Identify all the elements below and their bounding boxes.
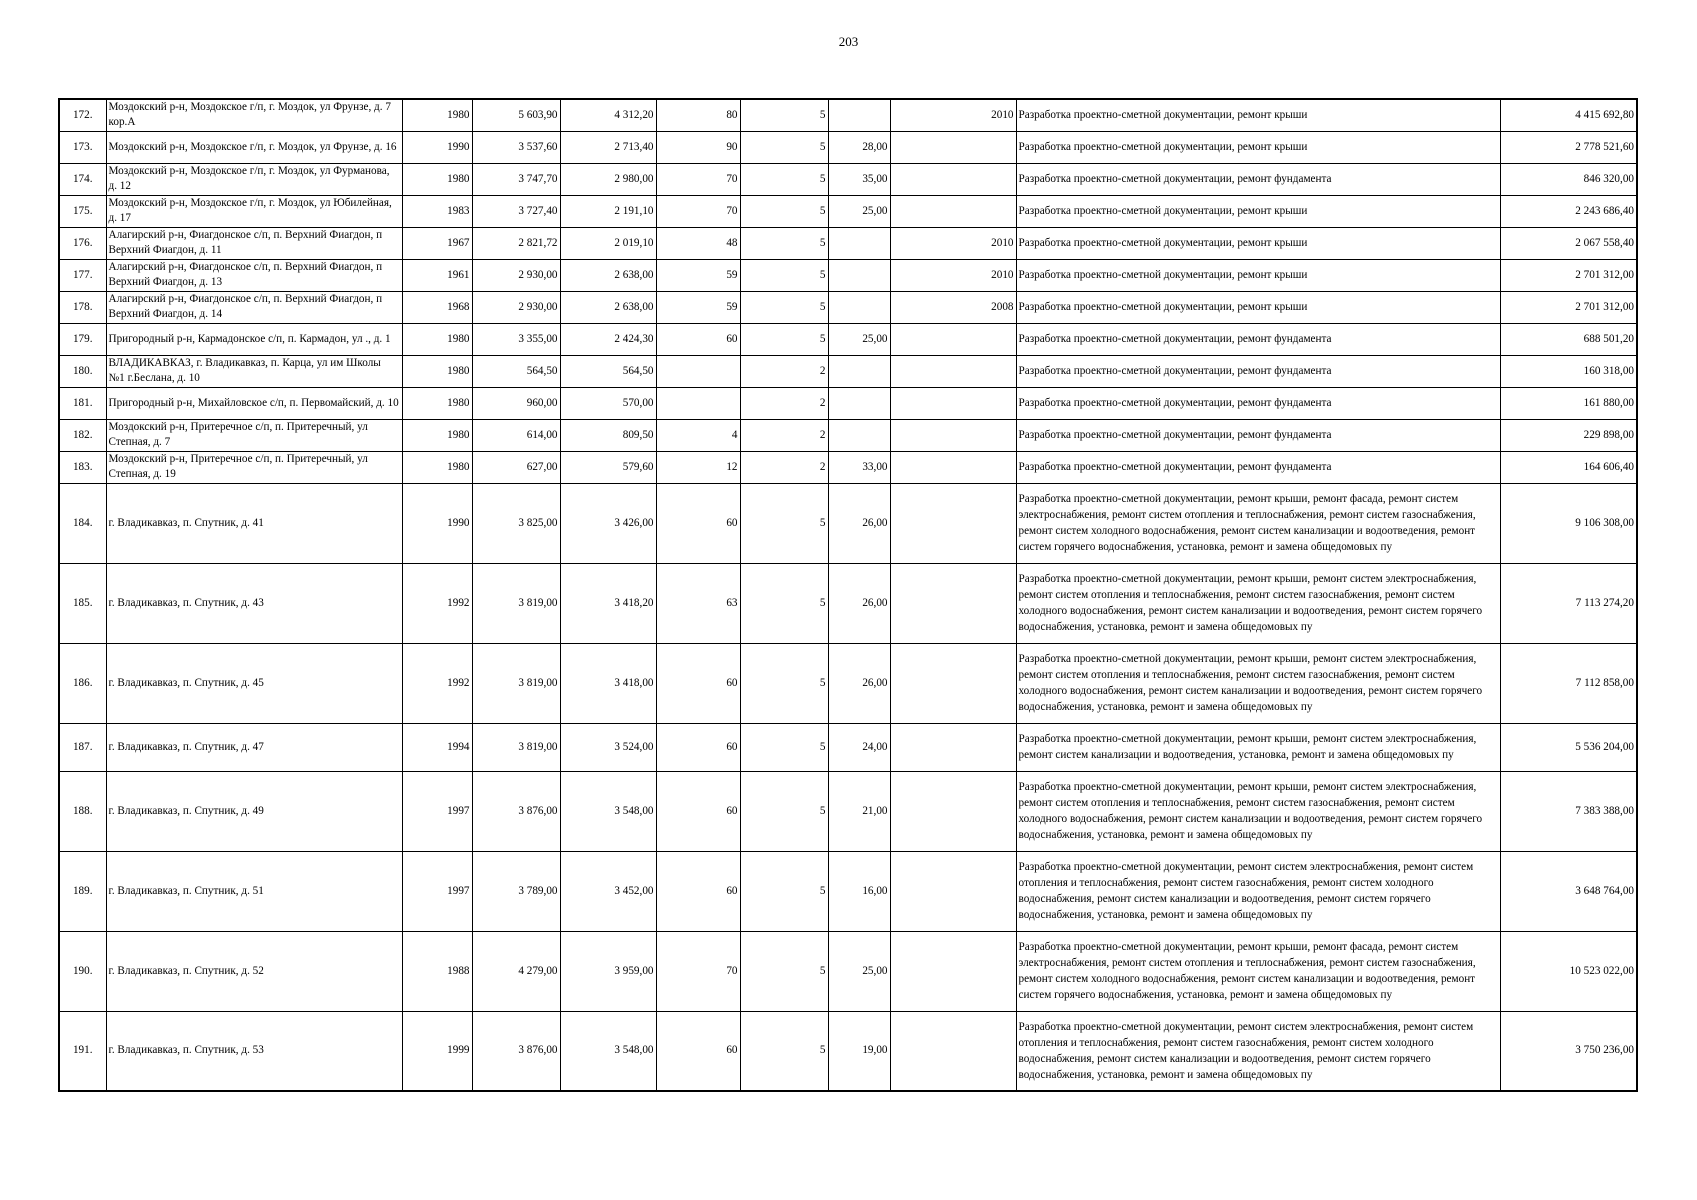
living-area-cell: 2 019,10 — [560, 227, 656, 259]
floors-cell: 2 — [740, 419, 828, 451]
living-area-cell: 3 524,00 — [560, 723, 656, 771]
cost-cell: 7 113 274,20 — [1500, 563, 1637, 643]
last-repair-cell — [890, 419, 1016, 451]
works-cell: Разработка проектно-сметной документации, ремонт фундамента — [1016, 451, 1500, 483]
total-area-cell: 3 819,00 — [472, 723, 560, 771]
total-area-cell: 4 279,00 — [472, 931, 560, 1011]
living-area-cell: 579,60 — [560, 451, 656, 483]
table-row — [59, 227, 1637, 259]
cost-cell: 7 383 388,00 — [1500, 771, 1637, 851]
row-number-cell: 175. — [59, 195, 106, 227]
residents-cell: 48 — [656, 227, 740, 259]
wear-cell — [828, 291, 890, 323]
wear-cell — [828, 99, 890, 131]
floors-cell: 5 — [740, 131, 828, 163]
cost-cell: 10 523 022,00 — [1500, 931, 1637, 1011]
address-cell: г. Владикавказ, п. Спутник, д. 53 — [106, 1011, 402, 1091]
table-row — [59, 1011, 1637, 1091]
living-area-cell: 564,50 — [560, 355, 656, 387]
cost-cell: 160 318,00 — [1500, 355, 1637, 387]
living-area-cell: 809,50 — [560, 419, 656, 451]
total-area-cell: 614,00 — [472, 419, 560, 451]
works-cell: Разработка проектно-сметной документации, ремонт фундамента — [1016, 163, 1500, 195]
works-cell: Разработка проектно-сметной документации, ремонт крыши — [1016, 227, 1500, 259]
floors-cell: 5 — [740, 323, 828, 355]
address-cell: Алагирский р-н, Фиагдонское с/п, п. Верхний Фиагдон, п Верхний Фиагдон, д. 11 — [106, 227, 402, 259]
address-cell: г. Владикавказ, п. Спутник, д. 47 — [106, 723, 402, 771]
works-cell: Разработка проектно-сметной документации, ремонт крыши, ремонт систем электроснабжения, ремонт систем отопления и теплоснабжения, ремонт систем газоснабжения, ремонт систем холодного водоснабжения, ремонт систем канализации и водоотведения, ремонт систем горячего водоснабжения, установка, ремонт и замена общедомовых пу — [1016, 643, 1500, 723]
living-area-cell: 4 312,20 — [560, 99, 656, 131]
wear-cell: 26,00 — [828, 563, 890, 643]
cost-cell: 7 112 858,00 — [1500, 643, 1637, 723]
cost-cell: 9 106 308,00 — [1500, 483, 1637, 563]
living-area-cell: 2 980,00 — [560, 163, 656, 195]
residents-cell: 80 — [656, 99, 740, 131]
address-cell: Моздокский р-н, Моздокское г/п, г. Моздок, ул Фурманова, д. 12 — [106, 163, 402, 195]
total-area-cell: 3 727,40 — [472, 195, 560, 227]
last-repair-cell — [890, 195, 1016, 227]
year-cell: 1980 — [402, 451, 472, 483]
table-row — [59, 131, 1637, 163]
living-area-cell: 3 426,00 — [560, 483, 656, 563]
wear-cell: 28,00 — [828, 131, 890, 163]
table-row — [59, 931, 1637, 1011]
total-area-cell: 3 876,00 — [472, 1011, 560, 1091]
works-cell: Разработка проектно-сметной документации, ремонт фундамента — [1016, 355, 1500, 387]
living-area-cell: 2 638,00 — [560, 291, 656, 323]
residents-cell: 60 — [656, 643, 740, 723]
row-number-cell: 176. — [59, 227, 106, 259]
cost-cell: 4 415 692,80 — [1500, 99, 1637, 131]
last-repair-cell — [890, 163, 1016, 195]
total-area-cell: 3 537,60 — [472, 131, 560, 163]
floors-cell: 5 — [740, 643, 828, 723]
wear-cell: 19,00 — [828, 1011, 890, 1091]
table-row — [59, 563, 1637, 643]
row-number-cell: 173. — [59, 131, 106, 163]
year-cell: 1980 — [402, 387, 472, 419]
year-cell: 1980 — [402, 99, 472, 131]
repair-registry-table — [58, 98, 1638, 1092]
cost-cell: 5 536 204,00 — [1500, 723, 1637, 771]
address-cell: Моздокский р-н, Моздокское г/п, г. Моздок, ул Фрунзе, д. 7 кор.А — [106, 99, 402, 131]
address-cell: Пригородный р-н, Михайловское с/п, п. Первомайский, д. 10 — [106, 387, 402, 419]
wear-cell — [828, 419, 890, 451]
last-repair-cell — [890, 387, 1016, 419]
row-number-cell: 174. — [59, 163, 106, 195]
cost-cell: 2 067 558,40 — [1500, 227, 1637, 259]
wear-cell: 25,00 — [828, 931, 890, 1011]
page-number: 203 — [838, 34, 859, 49]
cost-cell: 2 243 686,40 — [1500, 195, 1637, 227]
living-area-cell: 3 418,20 — [560, 563, 656, 643]
cost-cell: 161 880,00 — [1500, 387, 1637, 419]
address-cell: г. Владикавказ, п. Спутник, д. 45 — [106, 643, 402, 723]
last-repair-cell — [890, 1011, 1016, 1091]
row-number-cell: 184. — [59, 483, 106, 563]
table-row — [59, 291, 1637, 323]
total-area-cell: 3 876,00 — [472, 771, 560, 851]
floors-cell: 5 — [740, 723, 828, 771]
residents-cell: 60 — [656, 1011, 740, 1091]
residents-cell: 59 — [656, 259, 740, 291]
year-cell: 1983 — [402, 195, 472, 227]
table-row — [59, 643, 1637, 723]
floors-cell: 2 — [740, 387, 828, 419]
wear-cell: 16,00 — [828, 851, 890, 931]
row-number-cell: 191. — [59, 1011, 106, 1091]
year-cell: 1980 — [402, 163, 472, 195]
table-row — [59, 451, 1637, 483]
year-cell: 1967 — [402, 227, 472, 259]
works-cell: Разработка проектно-сметной документации, ремонт крыши, ремонт фасада, ремонт систем электроснабжения, ремонт систем отопления и теплоснабжения, ремонт систем газоснабжения, ремонт систем холодного водоснабжения, ремонт систем канализации и водоотведения, ремонт систем горячего водоснабжения, установка, ремонт и замена общедомовых пу — [1016, 483, 1500, 563]
row-number-cell: 187. — [59, 723, 106, 771]
table-row — [59, 259, 1637, 291]
floors-cell: 5 — [740, 931, 828, 1011]
last-repair-cell — [890, 931, 1016, 1011]
year-cell: 1999 — [402, 1011, 472, 1091]
floors-cell: 5 — [740, 259, 828, 291]
living-area-cell: 3 418,00 — [560, 643, 656, 723]
address-cell: Алагирский р-н, Фиагдонское с/п, п. Верхний Фиагдон, п Верхний Фиагдон, д. 13 — [106, 259, 402, 291]
wear-cell — [828, 259, 890, 291]
wear-cell: 26,00 — [828, 483, 890, 563]
floors-cell: 2 — [740, 451, 828, 483]
table-row — [59, 99, 1637, 131]
living-area-cell: 2 638,00 — [560, 259, 656, 291]
year-cell: 1990 — [402, 131, 472, 163]
address-cell: Моздокский р-н, Притеречное с/п, п. Притеречный, ул Степная, д. 7 — [106, 419, 402, 451]
wear-cell: 33,00 — [828, 451, 890, 483]
residents-cell — [656, 355, 740, 387]
address-cell: ВЛАДИКАВКАЗ, г. Владикавказ, п. Карца, ул им Школы №1 г.Беслана, д. 10 — [106, 355, 402, 387]
table-body — [59, 99, 1637, 1091]
cost-cell: 229 898,00 — [1500, 419, 1637, 451]
floors-cell: 5 — [740, 1011, 828, 1091]
works-cell: Разработка проектно-сметной документации, ремонт систем электроснабжения, ремонт систем отопления и теплоснабжения, ремонт систем газоснабжения, ремонт систем холодного водоснабжения, ремонт систем канализации и водоотведения, ремонт систем горячего водоснабжения, установка, ремонт и замена общедомовых пу — [1016, 851, 1500, 931]
table-row — [59, 723, 1637, 771]
wear-cell — [828, 227, 890, 259]
row-number-cell: 177. — [59, 259, 106, 291]
living-area-cell: 2 191,10 — [560, 195, 656, 227]
last-repair-cell — [890, 851, 1016, 931]
floors-cell: 5 — [740, 771, 828, 851]
works-cell: Разработка проектно-сметной документации, ремонт систем электроснабжения, ремонт систем отопления и теплоснабжения, ремонт систем газоснабжения, ремонт систем холодного водоснабжения, ремонт систем канализации и водоотведения, ремонт систем горячего водоснабжения, установка, ремонт и замена общедомовых пу — [1016, 1011, 1500, 1091]
total-area-cell: 564,50 — [472, 355, 560, 387]
works-cell: Разработка проектно-сметной документации, ремонт крыши — [1016, 99, 1500, 131]
row-number-cell: 189. — [59, 851, 106, 931]
total-area-cell: 3 819,00 — [472, 643, 560, 723]
floors-cell: 5 — [740, 851, 828, 931]
residents-cell — [656, 387, 740, 419]
address-cell: Алагирский р-н, Фиагдонское с/п, п. Верхний Фиагдон, п Верхний Фиагдон, д. 14 — [106, 291, 402, 323]
wear-cell: 24,00 — [828, 723, 890, 771]
works-cell: Разработка проектно-сметной документации, ремонт крыши, ремонт фасада, ремонт систем электроснабжения, ремонт систем отопления и теплоснабжения, ремонт систем газоснабжения, ремонт систем холодного водоснабжения, ремонт систем канализации и водоотведения, ремонт систем горячего водоснабжения, установка, ремонт и замена общедомовых пу — [1016, 931, 1500, 1011]
residents-cell: 12 — [656, 451, 740, 483]
row-number-cell: 180. — [59, 355, 106, 387]
table-row — [59, 195, 1637, 227]
wear-cell — [828, 355, 890, 387]
residents-cell: 60 — [656, 483, 740, 563]
address-cell: Моздокский р-н, Моздокское г/п, г. Моздок, ул Юбилейная, д. 17 — [106, 195, 402, 227]
year-cell: 1980 — [402, 419, 472, 451]
floors-cell: 2 — [740, 355, 828, 387]
year-cell: 1980 — [402, 355, 472, 387]
last-repair-cell — [890, 723, 1016, 771]
residents-cell: 60 — [656, 723, 740, 771]
last-repair-cell — [890, 771, 1016, 851]
cost-cell: 2 701 312,00 — [1500, 259, 1637, 291]
last-repair-cell: 2010 — [890, 227, 1016, 259]
address-cell: г. Владикавказ, п. Спутник, д. 52 — [106, 931, 402, 1011]
last-repair-cell: 2010 — [890, 99, 1016, 131]
last-repair-cell — [890, 563, 1016, 643]
total-area-cell: 627,00 — [472, 451, 560, 483]
year-cell: 1980 — [402, 323, 472, 355]
residents-cell: 60 — [656, 851, 740, 931]
works-cell: Разработка проектно-сметной документации, ремонт крыши — [1016, 195, 1500, 227]
table-row — [59, 483, 1637, 563]
floors-cell: 5 — [740, 227, 828, 259]
address-cell: г. Владикавказ, п. Спутник, д. 41 — [106, 483, 402, 563]
cost-cell: 3 750 236,00 — [1500, 1011, 1637, 1091]
total-area-cell: 2 930,00 — [472, 259, 560, 291]
cost-cell: 164 606,40 — [1500, 451, 1637, 483]
residents-cell: 59 — [656, 291, 740, 323]
works-cell: Разработка проектно-сметной документации, ремонт фундамента — [1016, 323, 1500, 355]
residents-cell: 60 — [656, 771, 740, 851]
floors-cell: 5 — [740, 483, 828, 563]
residents-cell: 90 — [656, 131, 740, 163]
row-number-cell: 186. — [59, 643, 106, 723]
residents-cell: 60 — [656, 323, 740, 355]
row-number-cell: 188. — [59, 771, 106, 851]
cost-cell: 846 320,00 — [1500, 163, 1637, 195]
wear-cell: 21,00 — [828, 771, 890, 851]
living-area-cell: 3 548,00 — [560, 1011, 656, 1091]
year-cell: 1968 — [402, 291, 472, 323]
table-row — [59, 323, 1637, 355]
wear-cell: 25,00 — [828, 195, 890, 227]
address-cell: Пригородный р-н, Кармадонское с/п, п. Кармадон, ул ., д. 1 — [106, 323, 402, 355]
total-area-cell: 960,00 — [472, 387, 560, 419]
address-cell: г. Владикавказ, п. Спутник, д. 49 — [106, 771, 402, 851]
floors-cell: 5 — [740, 291, 828, 323]
cost-cell: 3 648 764,00 — [1500, 851, 1637, 931]
residents-cell: 70 — [656, 163, 740, 195]
row-number-cell: 179. — [59, 323, 106, 355]
table-row — [59, 387, 1637, 419]
floors-cell: 5 — [740, 163, 828, 195]
floors-cell: 5 — [740, 563, 828, 643]
address-cell: Моздокский р-н, Моздокское г/п, г. Моздок, ул Фрунзе, д. 16 — [106, 131, 402, 163]
table-row — [59, 419, 1637, 451]
table-row — [59, 355, 1637, 387]
table-row — [59, 851, 1637, 931]
address-cell: г. Владикавказ, п. Спутник, д. 43 — [106, 563, 402, 643]
last-repair-cell — [890, 483, 1016, 563]
works-cell: Разработка проектно-сметной документации, ремонт крыши — [1016, 259, 1500, 291]
year-cell: 1992 — [402, 643, 472, 723]
living-area-cell: 3 452,00 — [560, 851, 656, 931]
total-area-cell: 3 747,70 — [472, 163, 560, 195]
floors-cell: 5 — [740, 195, 828, 227]
last-repair-cell — [890, 323, 1016, 355]
wear-cell: 26,00 — [828, 643, 890, 723]
living-area-cell: 3 959,00 — [560, 931, 656, 1011]
last-repair-cell — [890, 643, 1016, 723]
year-cell: 1988 — [402, 931, 472, 1011]
works-cell: Разработка проектно-сметной документации, ремонт крыши — [1016, 291, 1500, 323]
cost-cell: 2 701 312,00 — [1500, 291, 1637, 323]
living-area-cell: 3 548,00 — [560, 771, 656, 851]
works-cell: Разработка проектно-сметной документации, ремонт крыши, ремонт систем электроснабжения, ремонт систем канализации и водоотведения, установка, ремонт и замена общедомовых пу — [1016, 723, 1500, 771]
residents-cell: 4 — [656, 419, 740, 451]
floors-cell: 5 — [740, 99, 828, 131]
total-area-cell: 3 355,00 — [472, 323, 560, 355]
year-cell: 1961 — [402, 259, 472, 291]
table-row — [59, 163, 1637, 195]
year-cell: 1997 — [402, 851, 472, 931]
year-cell: 1992 — [402, 563, 472, 643]
wear-cell: 35,00 — [828, 163, 890, 195]
works-cell: Разработка проектно-сметной документации, ремонт крыши, ремонт систем электроснабжения, ремонт систем отопления и теплоснабжения, ремонт систем газоснабжения, ремонт систем холодного водоснабжения, ремонт систем канализации и водоотведения, ремонт систем горячего водоснабжения, установка, ремонт и замена общедомовых пу — [1016, 563, 1500, 643]
last-repair-cell — [890, 131, 1016, 163]
row-number-cell: 178. — [59, 291, 106, 323]
address-cell: г. Владикавказ, п. Спутник, д. 51 — [106, 851, 402, 931]
last-repair-cell — [890, 355, 1016, 387]
table-row — [59, 771, 1637, 851]
works-cell: Разработка проектно-сметной документации, ремонт крыши, ремонт систем электроснабжения, ремонт систем отопления и теплоснабжения, ремонт систем газоснабжения, ремонт систем холодного водоснабжения, ремонт систем канализации и водоотведения, ремонт систем горячего водоснабжения, установка, ремонт и замена общедомовых пу — [1016, 771, 1500, 851]
works-cell: Разработка проектно-сметной документации, ремонт фундамента — [1016, 419, 1500, 451]
residents-cell: 70 — [656, 931, 740, 1011]
row-number-cell: 190. — [59, 931, 106, 1011]
residents-cell: 70 — [656, 195, 740, 227]
row-number-cell: 172. — [59, 99, 106, 131]
total-area-cell: 3 789,00 — [472, 851, 560, 931]
wear-cell: 25,00 — [828, 323, 890, 355]
total-area-cell: 3 819,00 — [472, 563, 560, 643]
row-number-cell: 182. — [59, 419, 106, 451]
address-cell: Моздокский р-н, Притеречное с/п, п. Притеречный, ул Степная, д. 19 — [106, 451, 402, 483]
living-area-cell: 2 424,30 — [560, 323, 656, 355]
cost-cell: 2 778 521,60 — [1500, 131, 1637, 163]
total-area-cell: 2 821,72 — [472, 227, 560, 259]
row-number-cell: 183. — [59, 451, 106, 483]
year-cell: 1997 — [402, 771, 472, 851]
year-cell: 1994 — [402, 723, 472, 771]
works-cell: Разработка проектно-сметной документации, ремонт крыши — [1016, 131, 1500, 163]
total-area-cell: 3 825,00 — [472, 483, 560, 563]
cost-cell: 688 501,20 — [1500, 323, 1637, 355]
wear-cell — [828, 387, 890, 419]
last-repair-cell: 2008 — [890, 291, 1016, 323]
last-repair-cell: 2010 — [890, 259, 1016, 291]
living-area-cell: 570,00 — [560, 387, 656, 419]
residents-cell: 63 — [656, 563, 740, 643]
total-area-cell: 5 603,90 — [472, 99, 560, 131]
year-cell: 1990 — [402, 483, 472, 563]
last-repair-cell — [890, 451, 1016, 483]
living-area-cell: 2 713,40 — [560, 131, 656, 163]
row-number-cell: 185. — [59, 563, 106, 643]
total-area-cell: 2 930,00 — [472, 291, 560, 323]
works-cell: Разработка проектно-сметной документации, ремонт фундамента — [1016, 387, 1500, 419]
row-number-cell: 181. — [59, 387, 106, 419]
